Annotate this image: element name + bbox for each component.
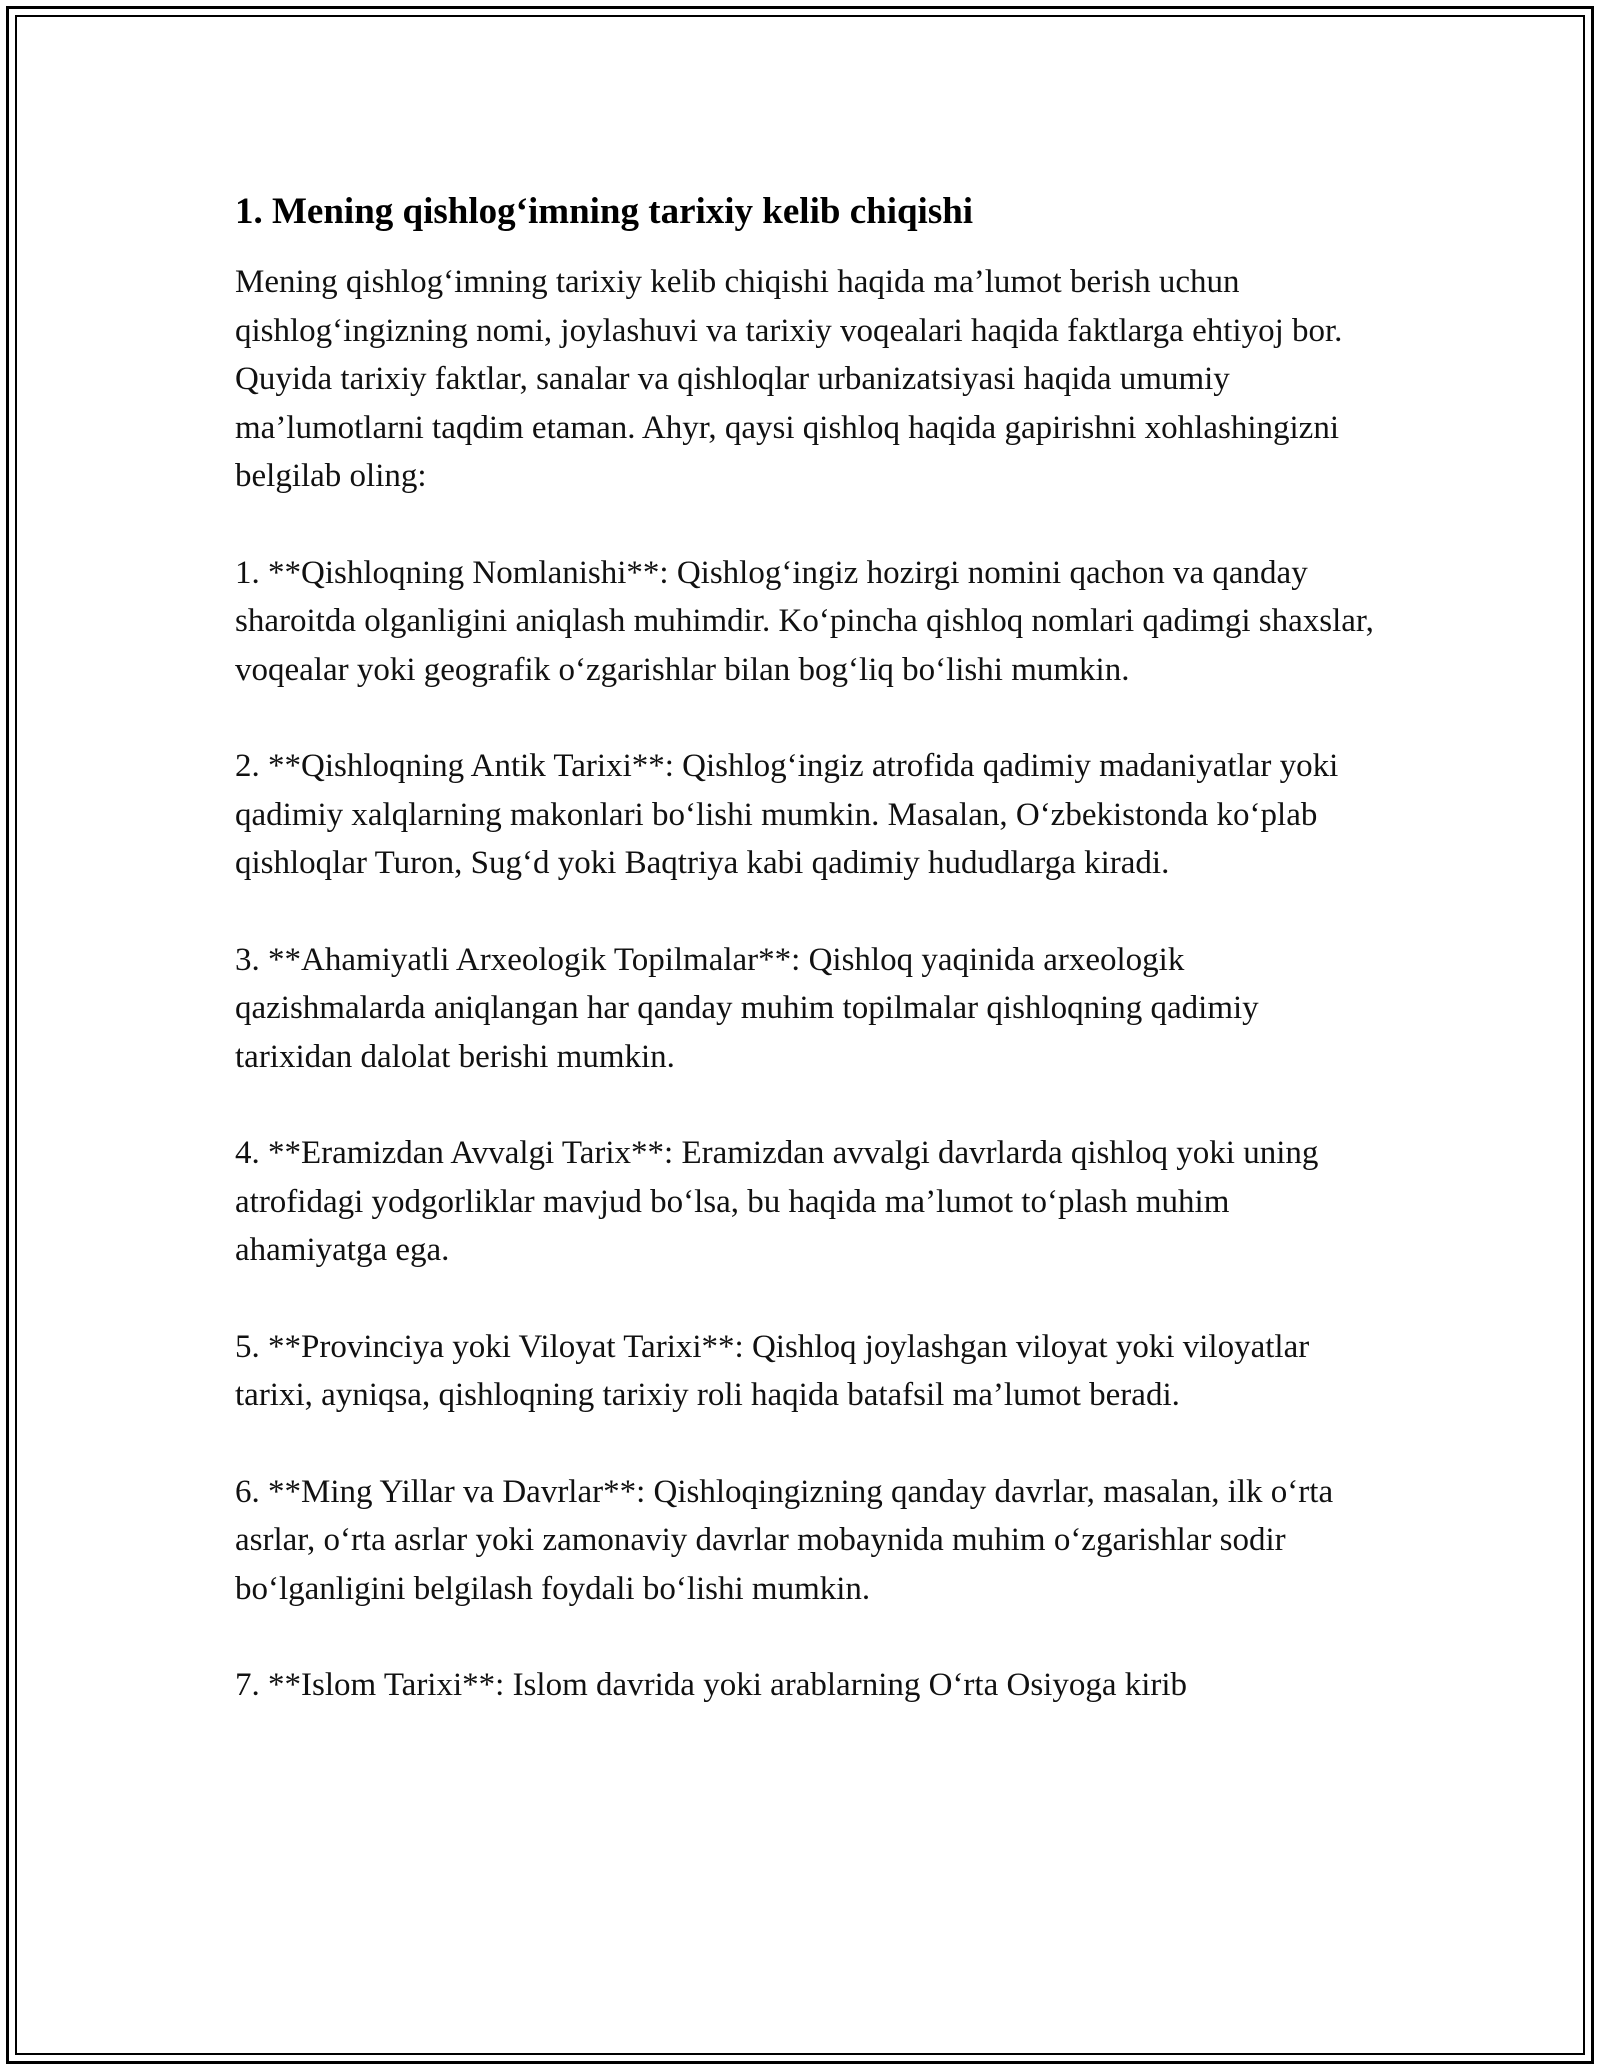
- list-item-2: 2. **Qishloqning Antik Tarixi**: Qishlog‘ingiz atrofida qadimiy madaniyatlar yoki qadimiy xalqlarning makonlari bo‘lishi mumkin. Masalan, O‘zbekistonda ko‘plab qishloqlar Turon, Sug‘d yoki Baqtriya kabi qadimiy hududlarga kiradi.: [235, 748, 1339, 881]
- list-item-7: 7. **Islom Tarixi**: Islom davrida yoki arablarning O‘rta Osiyoga kirib: [235, 1667, 1188, 1703]
- list-item-6: 6. **Ming Yillar va Davrlar**: Qishloqingizning qanday davrlar, masalan, ilk o‘rta asrlar, o‘rta asrlar yoki zamonaviy davrlar mobaynida muhim o‘zgarishlar sodir bo‘lganligini belgilash foydali bo‘lishi mumkin.: [235, 1473, 1334, 1607]
- list-item-5: 5. **Provinciya yoki Viloyat Tarixi**: Qishloq joylashgan viloyat yoki viloyatlar tarixi, ayniqsa, qishloqning tarixiy roli haqida batafsil ma’lumot beradi.: [235, 1328, 1310, 1413]
- page-title: 1. Mening qishlog‘imning tarixiy kelib chiqishi: [235, 191, 974, 232]
- list-item-1: 1. **Qishloqning Nomlanishi**: Qishlog‘ingiz hozirgi nomini qachon va qanday sharoitda olganligini aniqlash muhimdir. Ko‘pincha qishloq nomlari qadimgi shaxslar, voqealar yoki geografik o‘zgarishlar bilan bog‘liq bo‘lishi mumkin.: [235, 554, 1374, 688]
- list-item-3: 3. **Ahamiyatli Arxeologik Topilmalar**: Qishloq yaqinida arxeologik qazishmalarda aniqlangan har qanday muhim topilmalar qishloqning qadimiy tarixidan dalolat berishi mumkin.: [235, 941, 1259, 1075]
- list-item-4: 4. **Eramizdan Avvalgi Tarix**: Eramizdan avvalgi davrlarda qishloq yoki uning atrofidagi yodgorliklar mavjud bo‘lsa, bu haqida ma’lumot to‘plash muhim ahamiyatga ega.: [235, 1135, 1319, 1268]
- intro-paragraph: Mening qishlog‘imning tarixiy kelib chiqishi haqida ma’lumot berish uchun qishlog‘ingizning nomi, joylashuvi va tarixiy voqealari haqida faktlarga ehtiyoj bor. Quyida tarixiy faktlar, sanalar va qishloqlar urbanizatsiyasi haqida umumiy ma’lumotlarni taqdim etaman. Ahyr, qaysi qishloq haqida gapirishni xohlashingizni belgilab oling:: [235, 264, 1343, 494]
- document-body: [235, 186, 1375, 1710]
